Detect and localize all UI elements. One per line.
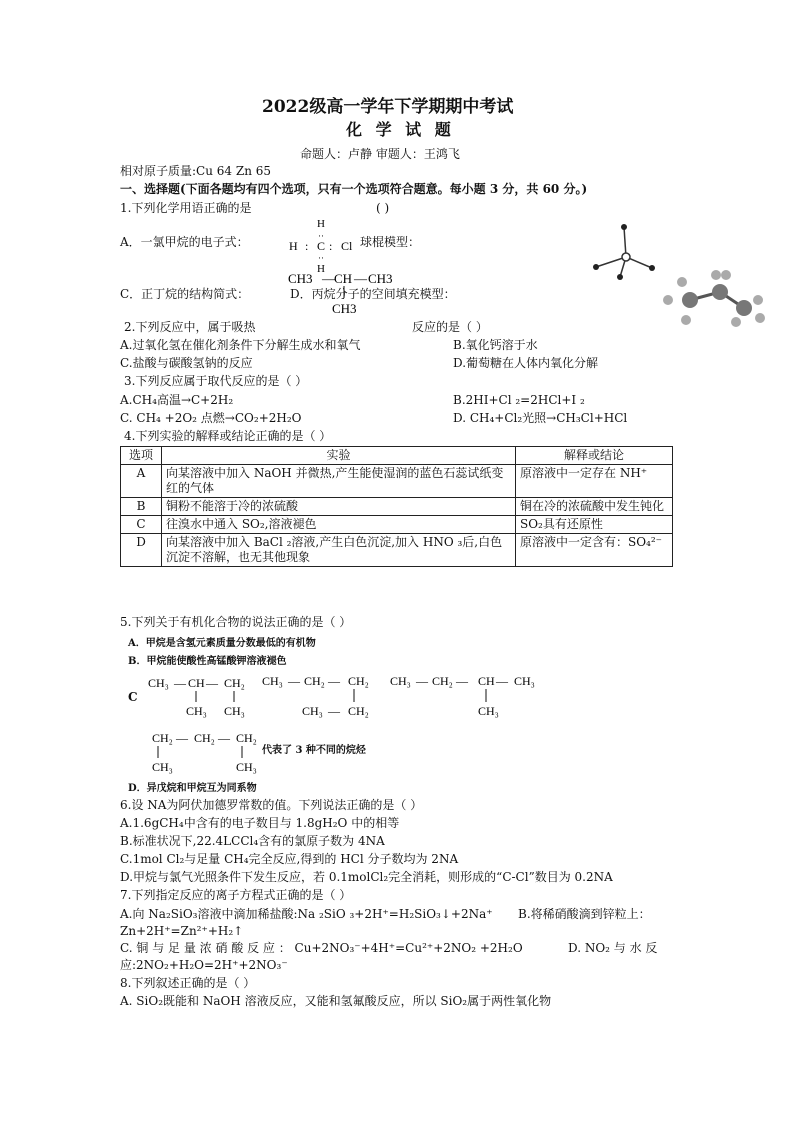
q7-option-d-equation: 应:2NO₂+H₂O=2H⁺+2NO₃⁻ <box>120 958 288 972</box>
q6-stem: 6.设 NA为阿伏加德罗常数的值。下列说法正确的是（ ） <box>120 798 423 812</box>
table-row <box>121 498 673 516</box>
structure-group-text: CH₃ <box>478 704 499 718</box>
structure-group-text: CH <box>478 674 495 688</box>
formula-dots-top: ·· <box>318 231 324 241</box>
structure-group-text: CH₂ <box>194 731 215 745</box>
q5-option-c-label: C <box>128 690 138 704</box>
q2-option-c: C.盐酸与碳酸氢钠的反应 <box>120 356 253 370</box>
q1-option-c: C．正丁烷的结构简式： <box>120 287 250 301</box>
structure-ch: CH <box>334 271 353 286</box>
q5-stem: 5.下列关于有机化合物的说法正确的是（ ） <box>120 615 352 629</box>
structure-ch3-bottom: CH3 <box>332 301 357 316</box>
structure-group-text: — <box>496 674 508 688</box>
q7-option-b: B.将稀硝酸滴到锌粒上： <box>518 907 651 921</box>
q6-option-a: A.1.6gCH₄中含有的电子数目与 1.8gH₂O 中的相等 <box>120 816 400 830</box>
ball-stick-model-icon <box>590 222 660 282</box>
q3-option-b: B.2HI+Cl ₂=2HCl+I ₂ <box>453 393 585 407</box>
q4-stem: 4.下列实验的解释或结论正确的是（ ） <box>124 429 332 443</box>
table-cell: 原溶液中一定存在 NH⁺ <box>516 465 673 498</box>
table-cell: C <box>121 516 162 534</box>
structure-dash-2: — <box>354 271 367 286</box>
q7-option-a: A.向 Na₂SiO₃溶液中滴加稀盐酸:Na ₂SiO ₃+2H⁺=H₂SiO₃↓+2Na⁺ <box>120 907 493 921</box>
formula-cl: Cl <box>341 239 353 253</box>
formula-colon-right: : <box>329 239 333 253</box>
q1-option-a: A．一氯甲烷的电子式： <box>120 235 249 249</box>
structure-group-text: CH <box>188 676 205 690</box>
structure-dash-1: — <box>322 271 335 286</box>
structure-group-text: — <box>328 674 340 688</box>
structure-group-text: CH₂ <box>348 674 369 688</box>
q2-stem-tail: 反应的是（ ） <box>412 320 488 334</box>
structure-ch3-right: CH3 <box>368 271 393 286</box>
authors: 命题人：卢静 审题人：王鸿飞 <box>300 147 460 161</box>
table-cell: SO₂具有还原性 <box>516 516 673 534</box>
section-title: 一、选择题(下面各题均有四个选项，只有一个选项符合题意。每小题 3 分，共 60 分。) <box>120 182 588 196</box>
structure-group-text: — <box>328 704 340 718</box>
q8-stem: 8.下列叙述正确的是（ ） <box>120 976 256 990</box>
structure-group-text: — <box>288 674 300 688</box>
q3-option-d: D. CH₄+Cl₂光照→CH₃Cl+HCl <box>453 411 628 425</box>
structure-group-text: CH₂ <box>152 731 173 745</box>
formula-h-left: H <box>289 239 298 253</box>
q8-option-a: A. SiO₂既能和 NaOH 溶液反应，又能和氢氟酸反应，所以 SiO₂属于两性氧化物 <box>120 994 552 1008</box>
structure-group-text: CH₃ <box>514 674 535 688</box>
table-cell: 铜在冷的浓硫酸中发生钝化 <box>516 498 673 516</box>
q5-option-a: A．甲烷是含氢元素质量分数最低的有机物 <box>128 638 316 649</box>
table-cell: 向某溶液中加入 NaOH 并微热,产生能使湿润的蓝色石蕊试纸变红的气体 <box>162 465 516 498</box>
structure-group-text: CH₃ <box>390 674 411 688</box>
table-row <box>121 516 673 534</box>
structure-group-text: CH₃ <box>224 704 245 718</box>
structure-ch3-left: CH3 <box>288 271 313 286</box>
formula-colon-left: : <box>305 239 309 253</box>
q1-paren: ( ) <box>376 201 390 215</box>
table-row <box>121 534 673 567</box>
q6-option-c: C.1mol Cl₂与足量 CH₄完全反应,得到的 HCl 分子数均为 2NA <box>120 852 459 866</box>
q4-table <box>120 446 673 567</box>
table-cell: 原溶液中一定含有：SO₄²⁻ <box>516 534 673 567</box>
q2-option-a: A.过氧化氢在催化剂条件下分解生成水和氧气 <box>120 338 361 352</box>
structure-group-text: CH₃ <box>148 676 169 690</box>
structure-group-text: CH₂ <box>432 674 453 688</box>
q6-option-b: B.标准状况下,22.4LCCl₄含有的氯原子数为 4NA <box>120 834 385 848</box>
q3-option-c: C. CH₄ +2O₂ 点燃→CO₂+2H₂O <box>120 411 302 425</box>
table-header-row <box>121 447 673 465</box>
q2-option-d: D.葡萄糖在人体内氧化分解 <box>453 356 599 370</box>
q2-option-b: B.氧化钙溶于水 <box>453 338 538 352</box>
table-cell: 向某溶液中加入 BaCl ₂溶液,产生白色沉淀,加入 HNO ₃后,白色沉淀不溶解，也无其他现象 <box>162 534 516 567</box>
table-header-cell: 解释或结论 <box>516 447 673 465</box>
structure-group-text: CH₃ <box>152 760 173 774</box>
structure-group-text: CH₃ <box>302 704 323 718</box>
structure-group-text: CH₂ <box>236 731 257 745</box>
formula-dots-bottom: ·· <box>318 253 324 263</box>
atomic-mass: 相对原子质量:Cu 64 Zn 65 <box>120 164 272 178</box>
formula-c: C <box>317 239 326 253</box>
structure-group-text: CH₂ <box>304 674 325 688</box>
structure-group-text: — <box>456 674 468 688</box>
q3-option-a: A.CH₄高温→C+2H₂ <box>120 393 234 407</box>
structure-group-text: CH₃ <box>186 704 207 718</box>
structure-group-text: — <box>416 674 428 688</box>
structure-group-text: CH₃ <box>236 760 257 774</box>
structure-group-text: CH₃ <box>262 674 283 688</box>
q2-stem: 2.下列反应中，属于吸热 <box>124 320 256 334</box>
q5-structures <box>148 670 568 780</box>
q5-option-c-note: 代表了 3 种不同的烷烃 <box>262 745 366 756</box>
structure-group-text: — <box>218 731 230 745</box>
q1-stem: 1.下列化学用语正确的是 <box>120 201 252 215</box>
q7-stem: 7.下列指定反应的离子方程式正确的是（ ） <box>120 888 352 902</box>
q7-option-c: C. 铜 与 足 量 浓 硝 酸 反 应 ： Cu+2NO₃⁻+4H⁺=Cu²⁺+2NO₂ +2H₂O <box>120 941 523 955</box>
table-cell: B <box>121 498 162 516</box>
q7-option-d: D. NO₂ 与 水 反 <box>568 941 658 955</box>
table-header-cell: 选项 <box>121 447 162 465</box>
q6-option-d: D.甲烷与氯气光照条件下发生反应，若 0.1molCl₂完全消耗，则形成的“C-Cl”数目为 0.2NA <box>120 870 613 884</box>
q5-option-b: B．甲烷能使酸性高锰酸钾溶液褪色 <box>128 656 287 667</box>
table-header-cell: 实验 <box>162 447 516 465</box>
structure-group-text: CH₂ <box>348 704 369 718</box>
q1-option-b: 球棍模型： <box>360 235 421 249</box>
exam-title: 2022级高一学年下学期期中考试 <box>262 97 514 117</box>
structure-group-text: — <box>206 676 218 690</box>
formula-h-bottom: H <box>317 263 325 275</box>
table-cell: A <box>121 465 162 498</box>
q1-option-d: D．丙烷分子的空间填充模型： <box>290 287 456 301</box>
table-cell: D <box>121 534 162 567</box>
q3-stem: 3.下列反应属于取代反应的是（ ） <box>124 374 308 388</box>
q7-option-b-equation: Zn+2H⁺=Zn²⁺+H₂↑ <box>120 924 244 938</box>
exam-subtitle: 化 学 试 题 <box>346 120 455 139</box>
structure-group-text: CH₂ <box>224 676 245 690</box>
structure-group-text: — <box>174 676 186 690</box>
table-cell: 往溴水中通入 SO₂,溶液褪色 <box>162 516 516 534</box>
table-cell: 铜粉不能溶于冷的浓硫酸 <box>162 498 516 516</box>
propane-space-filling-icon <box>660 270 775 330</box>
q5-option-d: D．异戊烷和甲烷互为同系物 <box>128 783 257 794</box>
structure-group-text: — <box>176 731 188 745</box>
table-row <box>121 465 673 498</box>
formula-h-top: H <box>317 218 325 230</box>
